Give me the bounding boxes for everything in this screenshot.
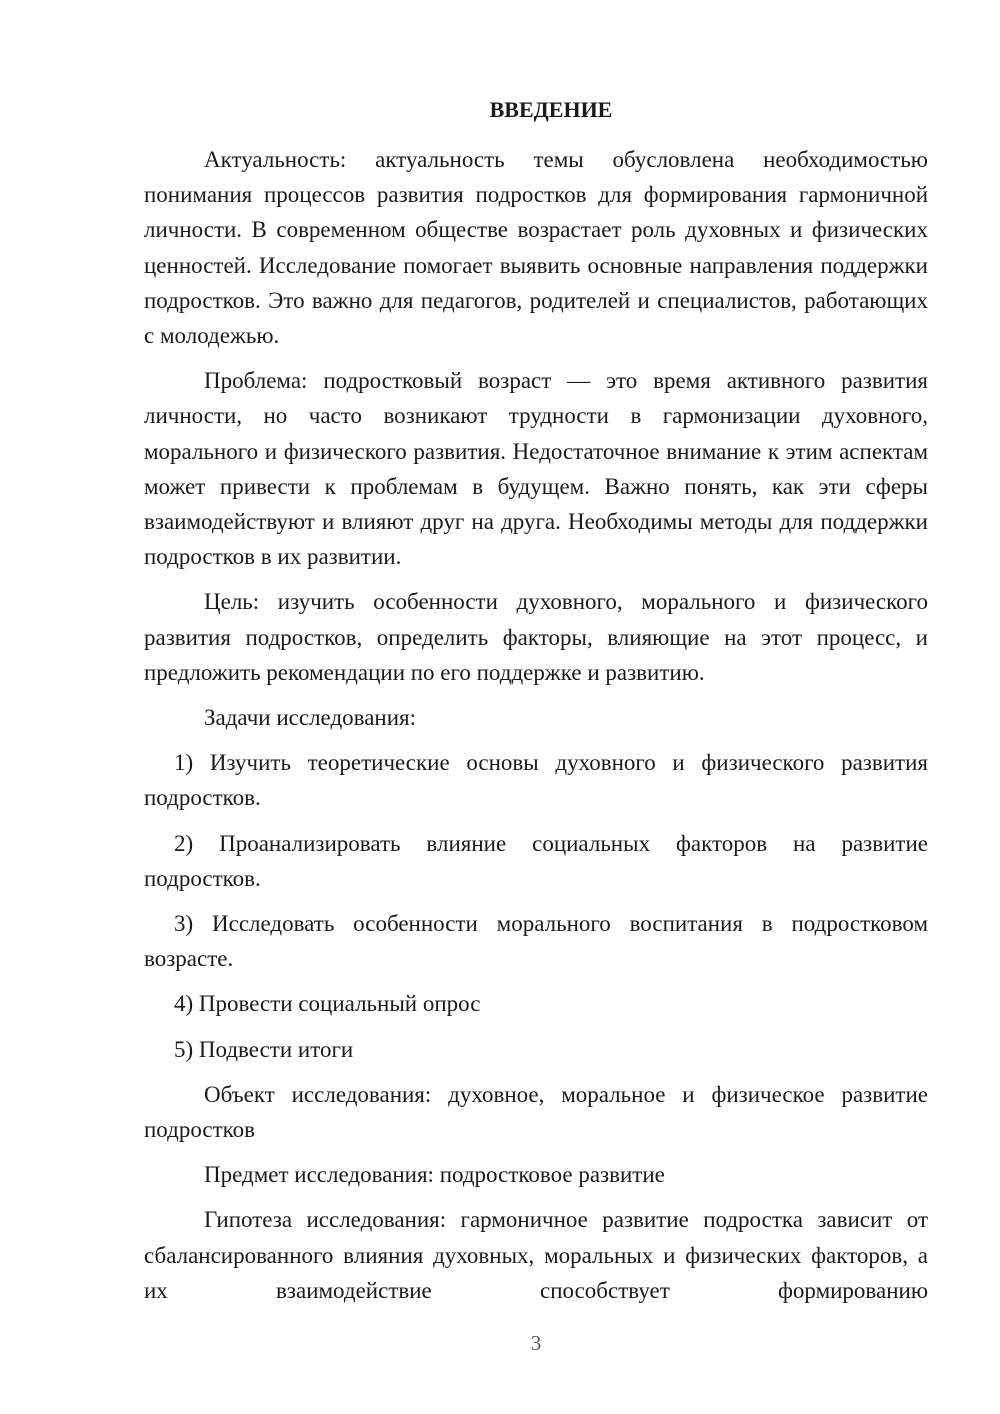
section-title: ВВЕДЕНИЕ xyxy=(489,97,613,122)
paragraph-relevance: Актуальность: актуальность темы обусловлена необходимостью понимания процессов развития подростков для формирования гармоничной личности. В современном обществе возрастает роль духовных и физических ценностей. Исследование помогает выявить основные направления поддержки подростков. Это важно для педагогов, родителей и специалистов, работающих с молодежью. xyxy=(144,147,928,349)
task-item-5: 5) Подвести итоги xyxy=(174,1036,354,1062)
task-item-4: 4) Провести социальный опрос xyxy=(174,991,481,1017)
paragraph-object: Объект исследования: духовное, моральное и физическое развитие подростков xyxy=(144,1081,928,1143)
task-item-3: 3) Исследовать особенности морального воспитания в подростковом возрасте. xyxy=(144,911,928,972)
paragraph-subject: Предмет исследования: подростковое развитие xyxy=(204,1162,665,1188)
page-number: 3 xyxy=(530,1331,542,1355)
page-content xyxy=(144,92,928,1318)
paragraph-tasks-heading: Задачи исследования: xyxy=(204,705,417,731)
paragraph-hypothesis: Гипотеза исследования: гармоничное развитие подростка зависит от сбалансированного влияния духовных, моральных и физических факторов, а их взаимодействие способствует формированию xyxy=(144,1207,928,1303)
task-item-2: 2) Проанализировать влияние социальных факторов на развитие подростков. xyxy=(144,830,928,891)
paragraph-goal: Цель: изучить особенности духовного, морального и физического развития подростков, определить факторы, влияющие на этот процесс, и предложить рекомендации по его поддержке и развитию. xyxy=(144,589,928,685)
task-item-1: 1) Изучить теоретические основы духовного и физического развития подростков. xyxy=(144,750,928,811)
paragraph-problem: Проблема: подростковый возраст — это время активного развития личности, но часто возникают трудности в гармонизации духовного, морального и физического развития. Недостаточное внимание к этим аспектам может привести к проблемам в будущем. Важно понять, как эти сферы взаимодействуют и влияют друг на друга. Необходимы методы для поддержки подростков в их развитии. xyxy=(144,368,928,570)
